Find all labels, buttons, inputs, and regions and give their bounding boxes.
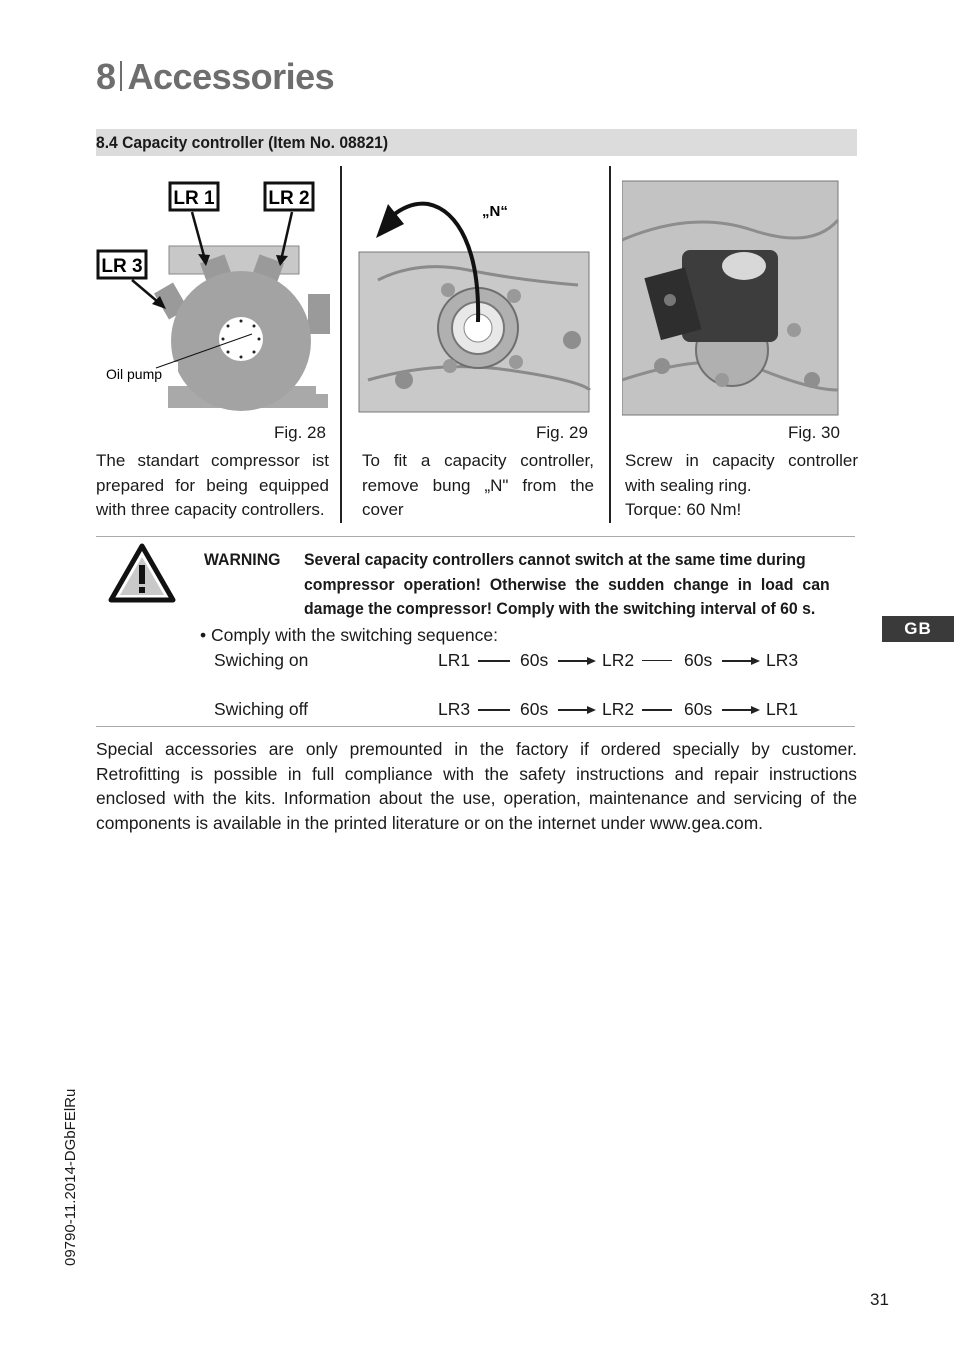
figure-30-caption-line-2: Torque: 60 Nm! xyxy=(625,500,742,519)
chapter-number: 8 xyxy=(96,56,116,97)
document-code: 09790-11.2014-DGbFElRu xyxy=(62,1088,79,1266)
switching-on-step-3: LR2 xyxy=(602,650,635,670)
body-paragraph: Special accessories are only premounted in the factory if ordered specially by customer. Retrofitting is possible in full compliance with the safety instructions and repair instructions enclosed with the kits. Information about the use, operation, maintenance and servicing of the components is available in the printed literature or on the internet under www.gea.com. xyxy=(96,739,857,833)
svg-text:LR 1: LR 1 xyxy=(173,188,215,209)
svg-text:LR 2: LR 2 xyxy=(268,188,310,209)
arrow-line xyxy=(558,709,588,711)
switching-off-step-1: LR3 xyxy=(438,699,471,719)
figure-30-photo xyxy=(622,180,840,416)
svg-text:LR 3: LR 3 xyxy=(101,256,143,277)
switching-off-step-2: 60s xyxy=(520,699,549,719)
column-divider-2 xyxy=(609,166,611,523)
figure-28-diagram xyxy=(96,176,336,416)
switching-on-step-4: 60s xyxy=(684,650,713,670)
figure-29-photo xyxy=(358,190,592,416)
connector-line xyxy=(642,709,672,711)
connector-line xyxy=(642,660,672,661)
switching-off-step-4: 60s xyxy=(684,699,713,719)
switching-off-label: Swiching off xyxy=(214,699,309,719)
switching-on-step-2: 60s xyxy=(520,650,549,670)
language-tab: GB xyxy=(882,616,954,642)
switching-on-label: Swiching on xyxy=(214,650,309,670)
connector-line xyxy=(478,660,510,662)
connector-line xyxy=(478,709,510,711)
column-divider-1 xyxy=(340,166,342,523)
switching-on-step-1: LR1 xyxy=(438,650,471,670)
switching-off-step-3: LR2 xyxy=(602,699,635,719)
warning-line-3: damage the compressor! Comply with the switching interval of 60 s. xyxy=(304,599,816,618)
arrow-right-icon xyxy=(751,657,760,665)
sequence-intro: • Comply with the switching sequence: xyxy=(200,625,498,645)
warning-text xyxy=(304,548,894,622)
figure-29-caption: To fit a capacity controller, remove bung „N" from the cover xyxy=(362,451,594,519)
warning-line-2: compressor operation! Otherwise the sudden change in load can xyxy=(304,574,830,594)
figure-30-label: Fig. 30 xyxy=(788,423,840,442)
switching-on-step-5: LR3 xyxy=(766,650,799,670)
section-title: 8.4 Capacity controller (Item No. 08821) xyxy=(96,133,389,152)
arrow-right-icon xyxy=(587,657,596,665)
svg-text:Oil pump: Oil pump xyxy=(106,366,163,382)
figure-30-caption-line-1: Screw in capacity controller with sealing ring. xyxy=(625,451,858,495)
chapter-title: Accessories xyxy=(127,56,335,97)
page-number: 31 xyxy=(870,1290,889,1309)
arrow-line xyxy=(722,660,752,662)
arrow-line xyxy=(722,709,752,711)
warning-triangle-icon xyxy=(108,543,176,603)
chapter-heading xyxy=(96,56,334,98)
figure-29-label: Fig. 29 xyxy=(536,423,588,442)
arrow-right-icon xyxy=(751,706,760,714)
warning-label: WARNING xyxy=(204,550,281,569)
warning-top-rule xyxy=(96,536,855,537)
arrow-line xyxy=(558,660,588,662)
arrow-right-icon xyxy=(587,706,596,714)
figure-30-caption xyxy=(625,449,858,523)
svg-text:„N“: „N“ xyxy=(482,203,508,220)
warning-bottom-rule xyxy=(96,726,855,727)
chapter-separator xyxy=(120,61,122,91)
switching-off-step-5: LR1 xyxy=(766,699,799,719)
warning-line-1: Several capacity controllers cannot switch at the same time during xyxy=(304,550,806,569)
figure-28-caption: The standart compressor ist prepared for being equipped with three capacity controllers. xyxy=(96,451,329,519)
figure-28-label: Fig. 28 xyxy=(274,423,326,442)
